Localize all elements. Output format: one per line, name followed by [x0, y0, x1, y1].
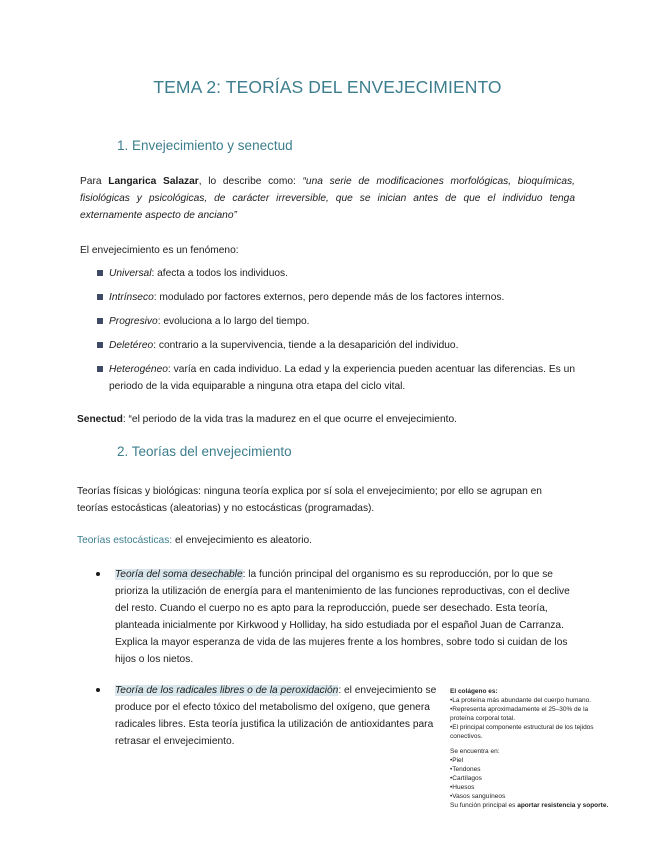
note-function-bold: aportar resistencia y soporte. — [517, 802, 609, 810]
page-title: TEMA 2: TEORÍAS DEL ENVEJECIMIENTO — [153, 77, 502, 97]
list-item — [97, 265, 575, 282]
theory-text: : el envejecimiento se produce por el efecto tóxico del metabolismo del oxígeno, que genera radicales libres. Esta teoría justifica la utilización de antioxidantes para retrasar el envejecimiento. — [115, 685, 437, 747]
theory-list-2 — [96, 682, 441, 750]
square-bullet-icon — [97, 294, 103, 300]
trait-list — [97, 265, 575, 402]
note-line: conectivos. — [450, 733, 483, 741]
section-heading-teorias: 2. Teorías del envejecimiento — [117, 444, 292, 459]
intro-mid: , lo describe como: — [198, 176, 303, 187]
stochastic-label: Teorías estocásticas: — [77, 535, 173, 546]
stochastic-text: el envejecimiento es aleatorio. — [172, 535, 312, 546]
round-bullet-icon — [96, 688, 100, 692]
note-location: •Vasos sanguíneos — [450, 793, 506, 801]
trait-term: Progresivo — [109, 316, 158, 327]
list-item — [97, 337, 575, 354]
phenomenon-text: El envejecimiento es un fenómeno: — [80, 245, 239, 256]
note-line: •Representa aproximadamente el 25–30% de la — [450, 706, 589, 714]
round-bullet-icon — [96, 572, 100, 576]
trait-desc: : evoluciona a lo largo del tiempo. — [157, 316, 310, 327]
trait-desc: : modulado por factores externos, pero depende más de los factores internos. — [153, 292, 505, 303]
senectud-paragraph — [77, 411, 577, 428]
trait-term: Universal — [109, 268, 152, 279]
square-bullet-icon — [97, 270, 103, 276]
note-line: •La proteína más abundante del cuerpo humano. — [450, 697, 592, 705]
section-heading-envejecimiento: 1. Envejecimiento y senectud — [117, 138, 293, 153]
note-function-pre: Su función principal es — [450, 802, 518, 810]
note-line: •El principal componente estructural de los tejidos — [450, 724, 594, 732]
square-bullet-icon — [97, 318, 103, 324]
theory-list — [96, 566, 576, 668]
collagen-note-image — [450, 687, 630, 823]
trait-desc: : varía en cada individuo. La edad y la experiencia pueden acentuar las diferencias. Es un periodo de la vida equiparable a ninguna otra etapa del ciclo vital. — [109, 364, 575, 392]
senectud-text: : “el periodo de la vida tras la madurez en el que ocurre el envejecimiento. — [122, 414, 457, 425]
stochastic-line — [77, 532, 575, 549]
note-heading: El colágeno es: — [450, 688, 498, 695]
list-item — [97, 361, 575, 395]
list-item — [97, 289, 575, 306]
theory-text: : la función principal del organismo es su reproducción, por lo que se prioriza la utilización de energía para el mantenimiento de las funciones reproductivas, con el declive del resto. Cuando el cuerpo no es apto para la reproducción, puede ser desechado. Esta teoría, planteada inicialmente por Kirkwood y Holliday, ha sido estudiada por el español Juan de Carranza. Explica la mayor esperanza de vida de las mujeres frente a los hombres, sobre todo si cuidan de los hijos o los nietos. — [115, 569, 570, 665]
note-found-in: Se encuentra en: — [450, 747, 500, 755]
trait-term: Intrínseco — [109, 292, 154, 303]
intro-pre: Para — [80, 176, 109, 187]
note-line: proteína corporal total. — [450, 715, 516, 723]
list-item — [96, 682, 441, 750]
trait-term: Heterogéneo — [109, 364, 168, 375]
intro-paragraph — [80, 173, 575, 224]
trait-desc: : afecta a todos los individuos. — [151, 268, 288, 279]
note-location: •Piel — [450, 756, 464, 764]
trait-term: Deletéreo — [109, 340, 154, 351]
intro-quote: “una serie de modificaciones morfológicas, bioquímicas, fisiológicas y psicológicas, de carácter irreversible, que se inician antes de que el individuo tenga externamente aspecto de anciano” — [80, 176, 575, 221]
theory-name: Teoría del soma desechable — [115, 569, 243, 580]
note-function — [450, 801, 630, 810]
list-item — [96, 566, 576, 668]
theory-name: Teoría de los radicales libres o de la peroxidación — [115, 685, 339, 696]
square-bullet-icon — [97, 366, 103, 372]
note-location: •Tendones — [450, 765, 481, 773]
note-location: •Huesos — [450, 783, 475, 791]
trait-desc: : contrario a la supervivencia, tiende a la desaparición del individuo. — [153, 340, 459, 351]
note-location: •Cartílagos — [450, 774, 482, 782]
theories-intro: Teorías físicas y biológicas: ninguna teoría explica por sí sola el envejecimiento; por ello se agrupan en teorías estocásticas (aleatorias) y no estocásticas (programadas). — [77, 486, 542, 514]
square-bullet-icon — [97, 342, 103, 348]
intro-author: Langarica Salazar — [108, 176, 199, 187]
senectud-label: Senectud — [77, 414, 123, 425]
list-item — [97, 313, 575, 330]
